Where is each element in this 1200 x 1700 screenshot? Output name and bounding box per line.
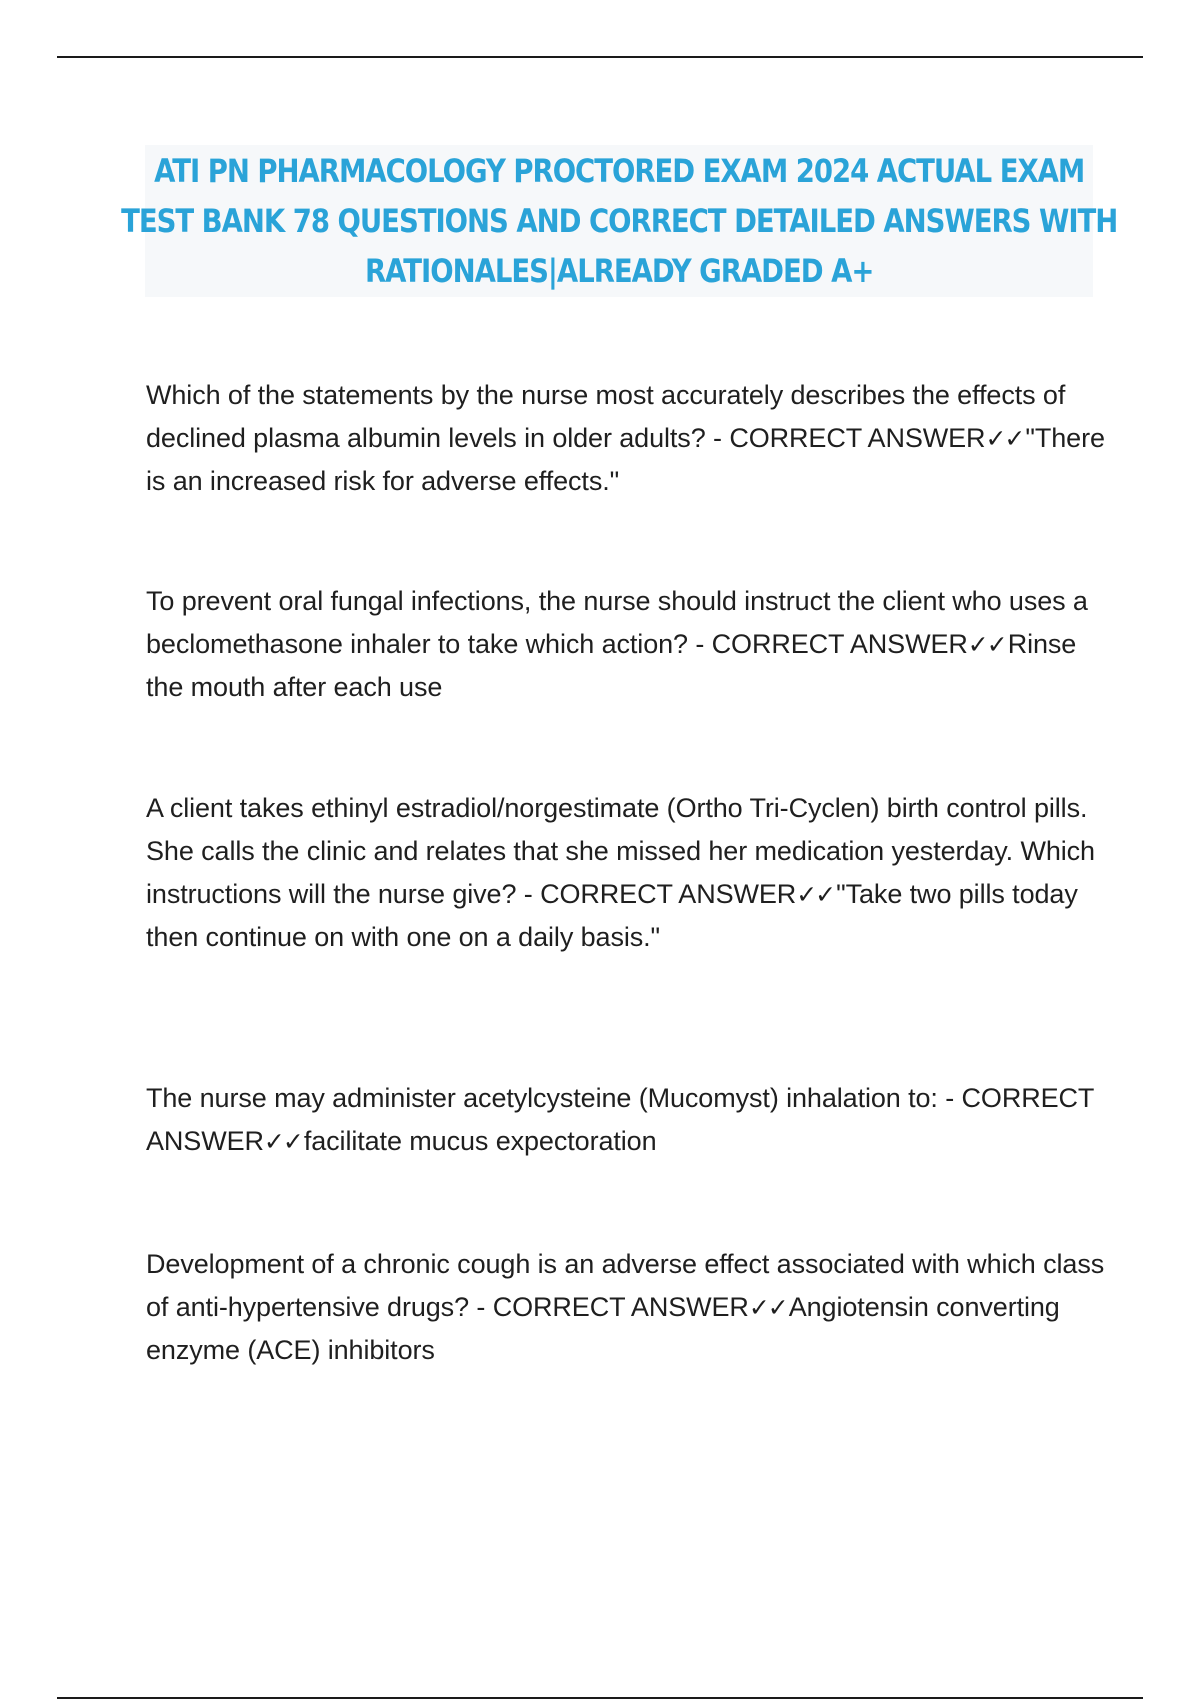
answer-text: Rinse the mouth after each use <box>146 629 1077 702</box>
title-line-3: RATIONALES|ALREADY GRADED A+ <box>364 252 874 290</box>
title-line-2: TEST BANK 78 QUESTIONS AND CORRECT DETAILED ANSWERS WITH <box>120 202 1118 240</box>
answer-text: Angiotensin converting enzyme (ACE) inhibitors <box>146 1292 1060 1365</box>
bottom-rule <box>57 1697 1143 1699</box>
question-text: A client takes ethinyl estradiol/norgestimate (Ortho Tri-Cyclen) birth control pills. She calls the clinic and relates that she missed her medication yesterday. Which instructions will the nurse give? - <box>146 793 1095 909</box>
title-line-1: ATI PN PHARMACOLOGY PROCTORED EXAM 2024 ACTUAL EXAM <box>153 152 1085 190</box>
top-rule <box>57 56 1143 58</box>
answer-label: CORRECT ANSWER <box>492 1292 749 1322</box>
document-title <box>121 146 1117 296</box>
answer-label: CORRECT ANSWER <box>146 1083 1094 1156</box>
answer-text: facilitate mucus expectoration <box>303 1126 657 1156</box>
double-check-icon: ✓✓ <box>967 630 1006 659</box>
answer-text: "Take two pills today then continue on with one on a daily basis." <box>146 879 1078 952</box>
double-check-icon: ✓✓ <box>263 1127 302 1156</box>
answer-label: CORRECT ANSWER <box>711 629 968 659</box>
question-text: Which of the statements by the nurse most accurately describes the effects of declined plasma albumin levels in older adults? - <box>146 380 1066 453</box>
title-banner <box>120 145 1118 297</box>
question-text: Development of a chronic cough is an adverse effect associated with which class of anti-hypertensive drugs? - <box>146 1249 1105 1322</box>
question-item-2 <box>146 580 1106 709</box>
double-check-icon: ✓✓ <box>748 1293 787 1322</box>
question-text: The nurse may administer acetylcysteine (Mucomyst) inhalation to: - <box>146 1083 962 1113</box>
question-item-4 <box>146 1077 1106 1163</box>
question-item-1 <box>146 374 1106 503</box>
answer-text: "There is an increased risk for adverse effects." <box>146 423 1105 496</box>
question-text: To prevent oral fungal infections, the nurse should instruct the client who uses a beclomethasone inhaler to take which action? - <box>146 586 1088 659</box>
answer-label: CORRECT ANSWER <box>540 879 797 909</box>
double-check-icon: ✓✓ <box>985 424 1024 453</box>
question-item-3 <box>146 787 1106 959</box>
question-item-5 <box>146 1243 1106 1372</box>
double-check-icon: ✓✓ <box>796 880 835 909</box>
answer-label: CORRECT ANSWER <box>729 423 986 453</box>
